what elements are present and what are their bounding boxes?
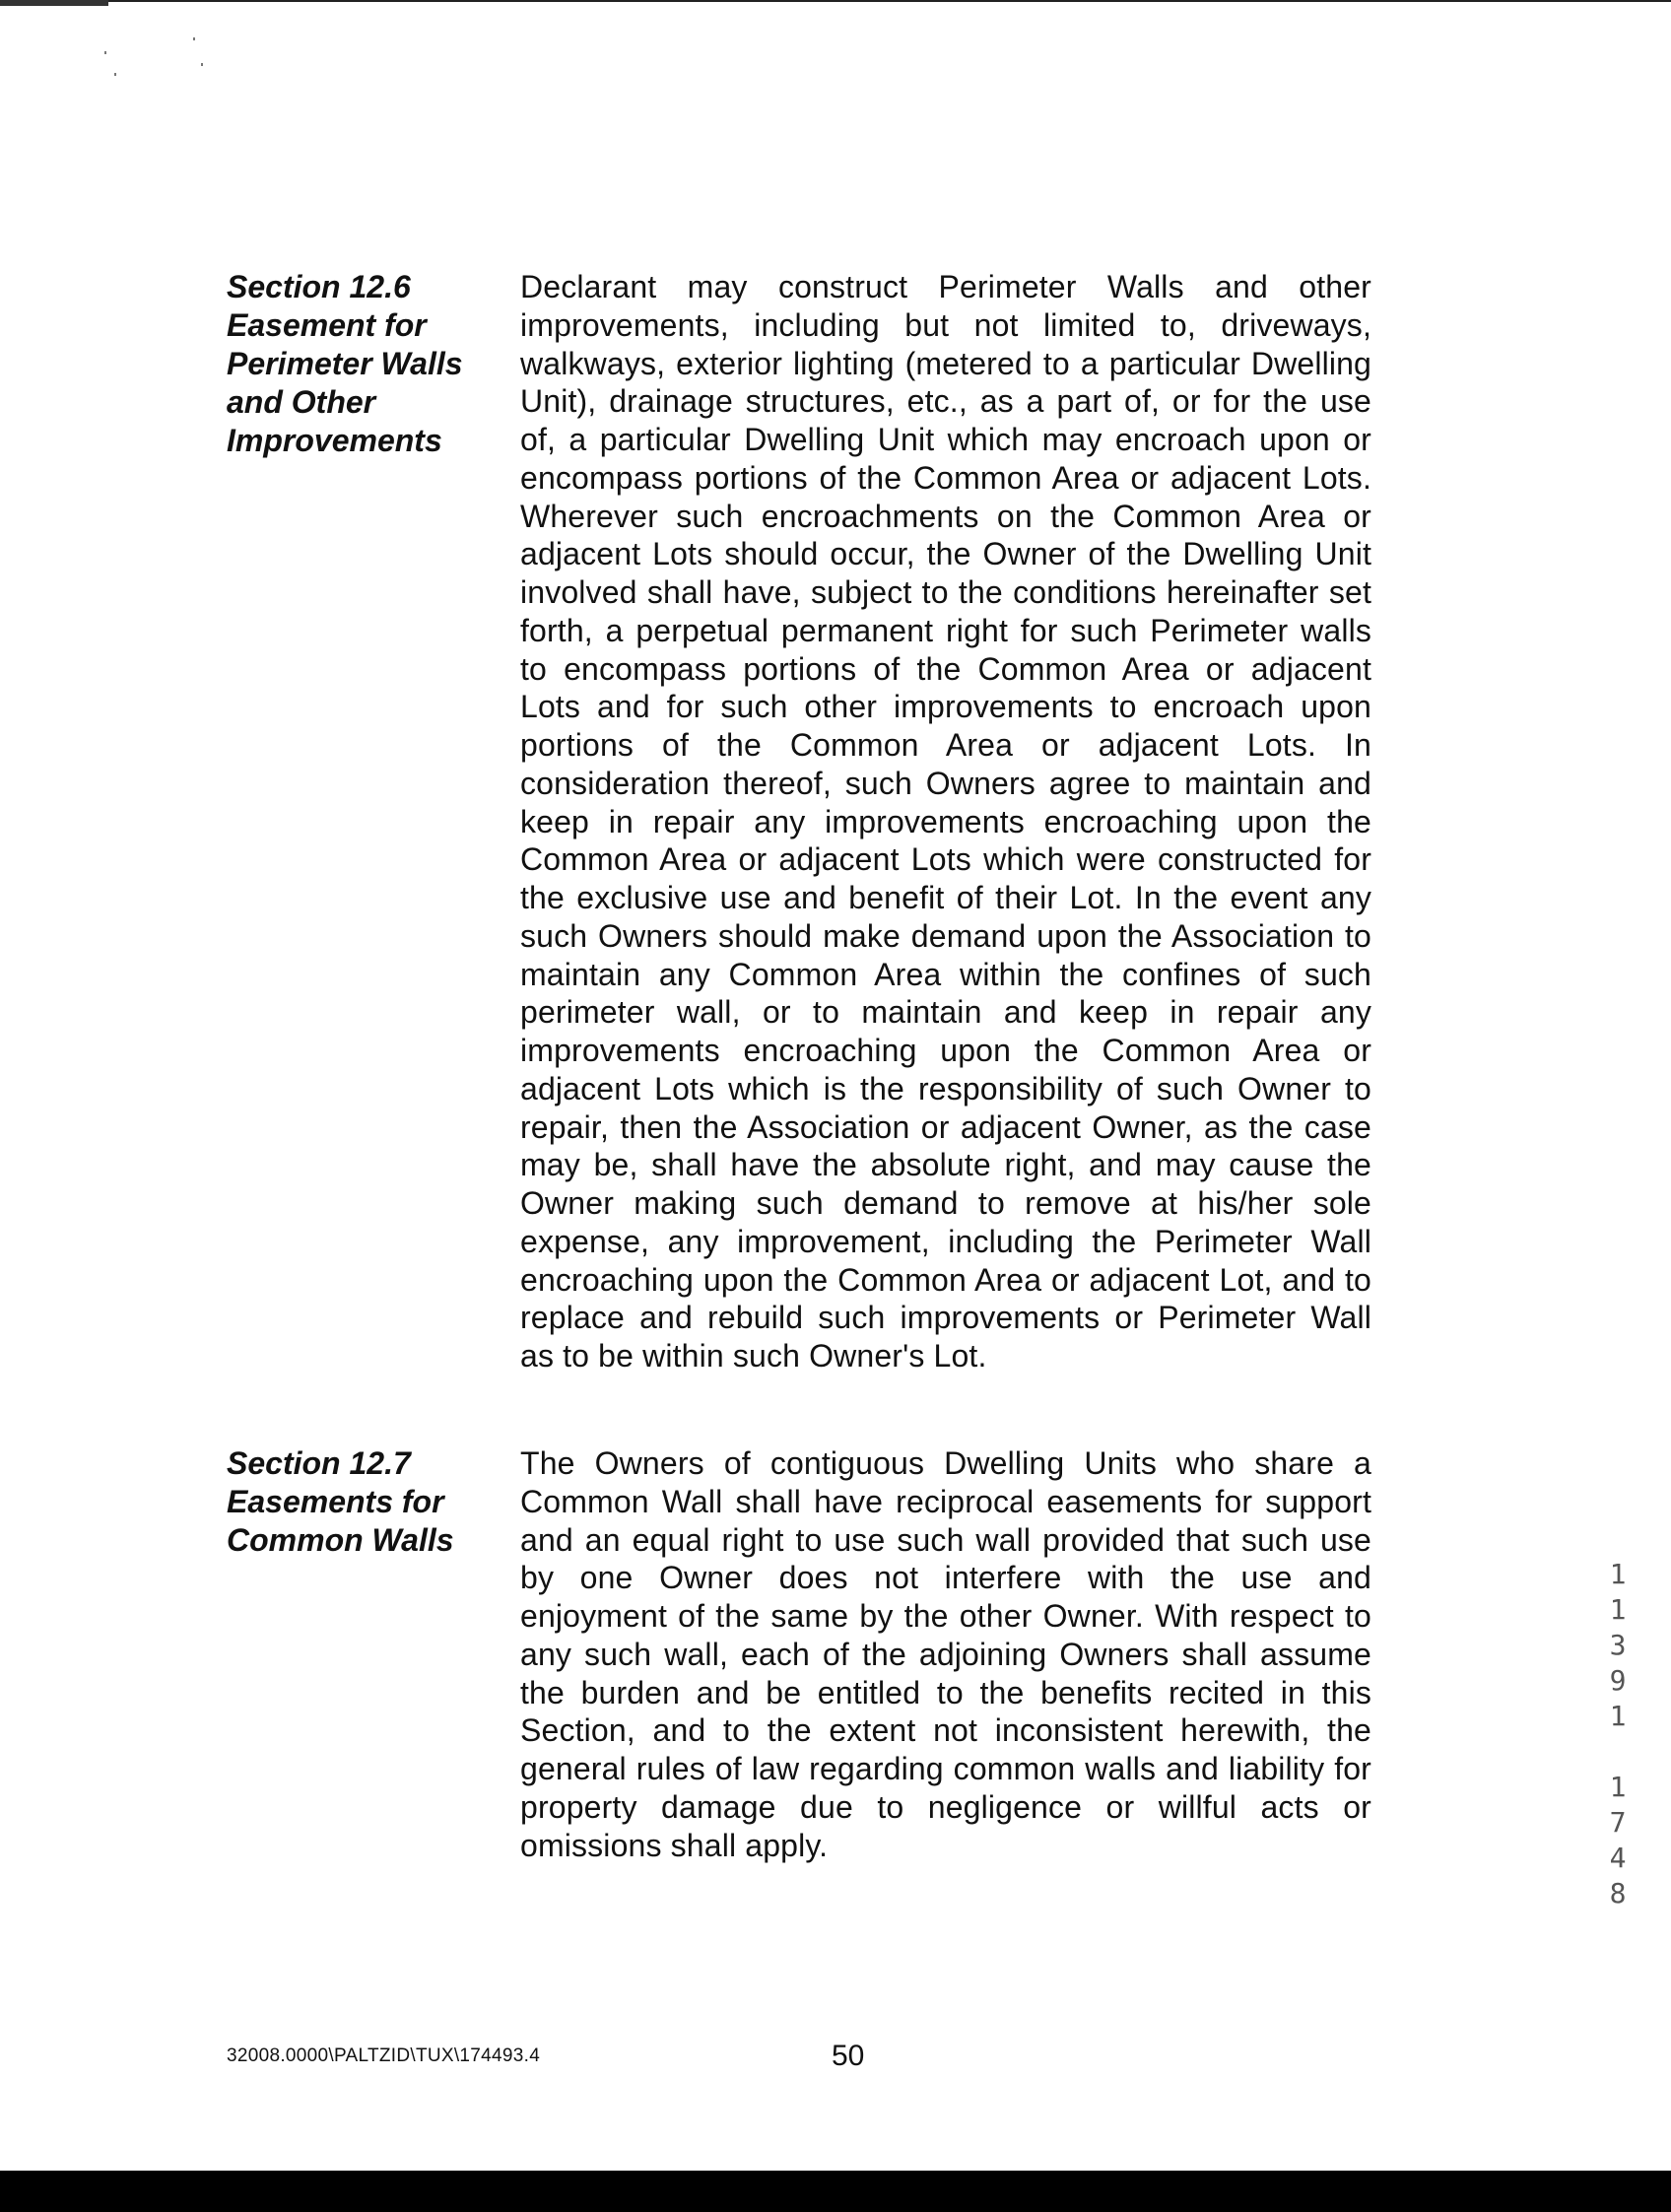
stamp-digit: 9	[1609, 1664, 1627, 1697]
scan-specks	[99, 30, 217, 89]
heading-line: and Other	[227, 384, 376, 420]
heading-line: Section 12.6	[227, 269, 411, 304]
stamp-digit: 3	[1609, 1629, 1627, 1661]
stamp-digit: 4	[1609, 1842, 1627, 1874]
page-number: 50	[832, 2040, 865, 2072]
stamp-digit: 8	[1609, 1877, 1627, 1910]
section-body: The Owners of contiguous Dwelling Units who share a Common Wall shall have reciprocal easements for support and an equal right to use such wall provided that such use by one Owner does not interfere with the use and enjoyment of the same by the other Owner. With respect to any such wall, each of the adjoining Owners shall assume the burden and be entitled to the benefits recited in this Section, and to the extent not inconsistent herewith, the general rules of law regarding common walls and liability for property damage due to negligence or willful acts or omissions shall apply.	[520, 1445, 1371, 1863]
heading-line: Improvements	[227, 423, 442, 458]
heading-line: Perimeter Walls	[227, 346, 463, 381]
stamp-digit: 1	[1609, 1593, 1627, 1626]
scan-bottom-edge	[0, 2171, 1671, 2212]
vertical-stamp-number	[1604, 1557, 1632, 1911]
scan-top-edge	[0, 0, 1671, 2]
stamp-digit: 7	[1609, 1806, 1627, 1839]
scan-top-left-mark	[0, 0, 108, 6]
heading-line: Easements for	[227, 1484, 444, 1519]
heading-line: Easement for	[227, 307, 427, 343]
section-heading	[227, 1444, 493, 1560]
stamp-digit: 1	[1609, 1558, 1627, 1590]
heading-line: Common Walls	[227, 1522, 454, 1558]
section-heading	[227, 268, 493, 460]
document-id: 32008.0000\PALTZID\TUX\174493.4	[227, 2045, 541, 2066]
stamp-digit: 1	[1609, 1771, 1627, 1803]
section-body: Declarant may construct Perimeter Walls and other improvements, including but not limited to, driveways, walkways, exterior lighting (metered to a particular Dwelling Unit), drainage structures, etc., as a part of, or for the use of, a particular Dwelling Unit which may encroach upon or encompass portions of the Common Area or adjacent Lots. Wherever such encroachments on the Common Area or adjacent Lots should occur, the Owner of the Dwelling Unit involved shall have, subject to the conditions hereinafter set forth, a perpetual permanent right for such Perimeter walls to encompass portions of the Common Area or adjacent Lots and for such other improvements to encroach upon portions of the Common Area or adjacent Lots. In consideration thereof, such Owners agree to maintain and keep in repair any improvements encroaching upon the Common Area or adjacent Lots which were constructed for the exclusive use and benefit of their Lot. In the event any such Owners should make demand upon the Association to maintain any Common Area within the confines of such perimeter wall, or to maintain and keep in repair any improvements encroaching upon the Common Area or adjacent Lots which is the responsibility of such Owner to repair, then the Association or adjacent Owner, as the case may be, shall have the absolute right, and may cause the Owner making such demand to remove at his/her sole expense, any improvement, including the Perimeter Wall encroaching upon the Common Area or adjacent Lot, and to replace and rebuild such improvements or Perimeter Wall as to be within such Owner's Lot.	[520, 269, 1371, 1374]
heading-line: Section 12.7	[227, 1445, 411, 1481]
stamp-digit: 1	[1609, 1700, 1627, 1732]
